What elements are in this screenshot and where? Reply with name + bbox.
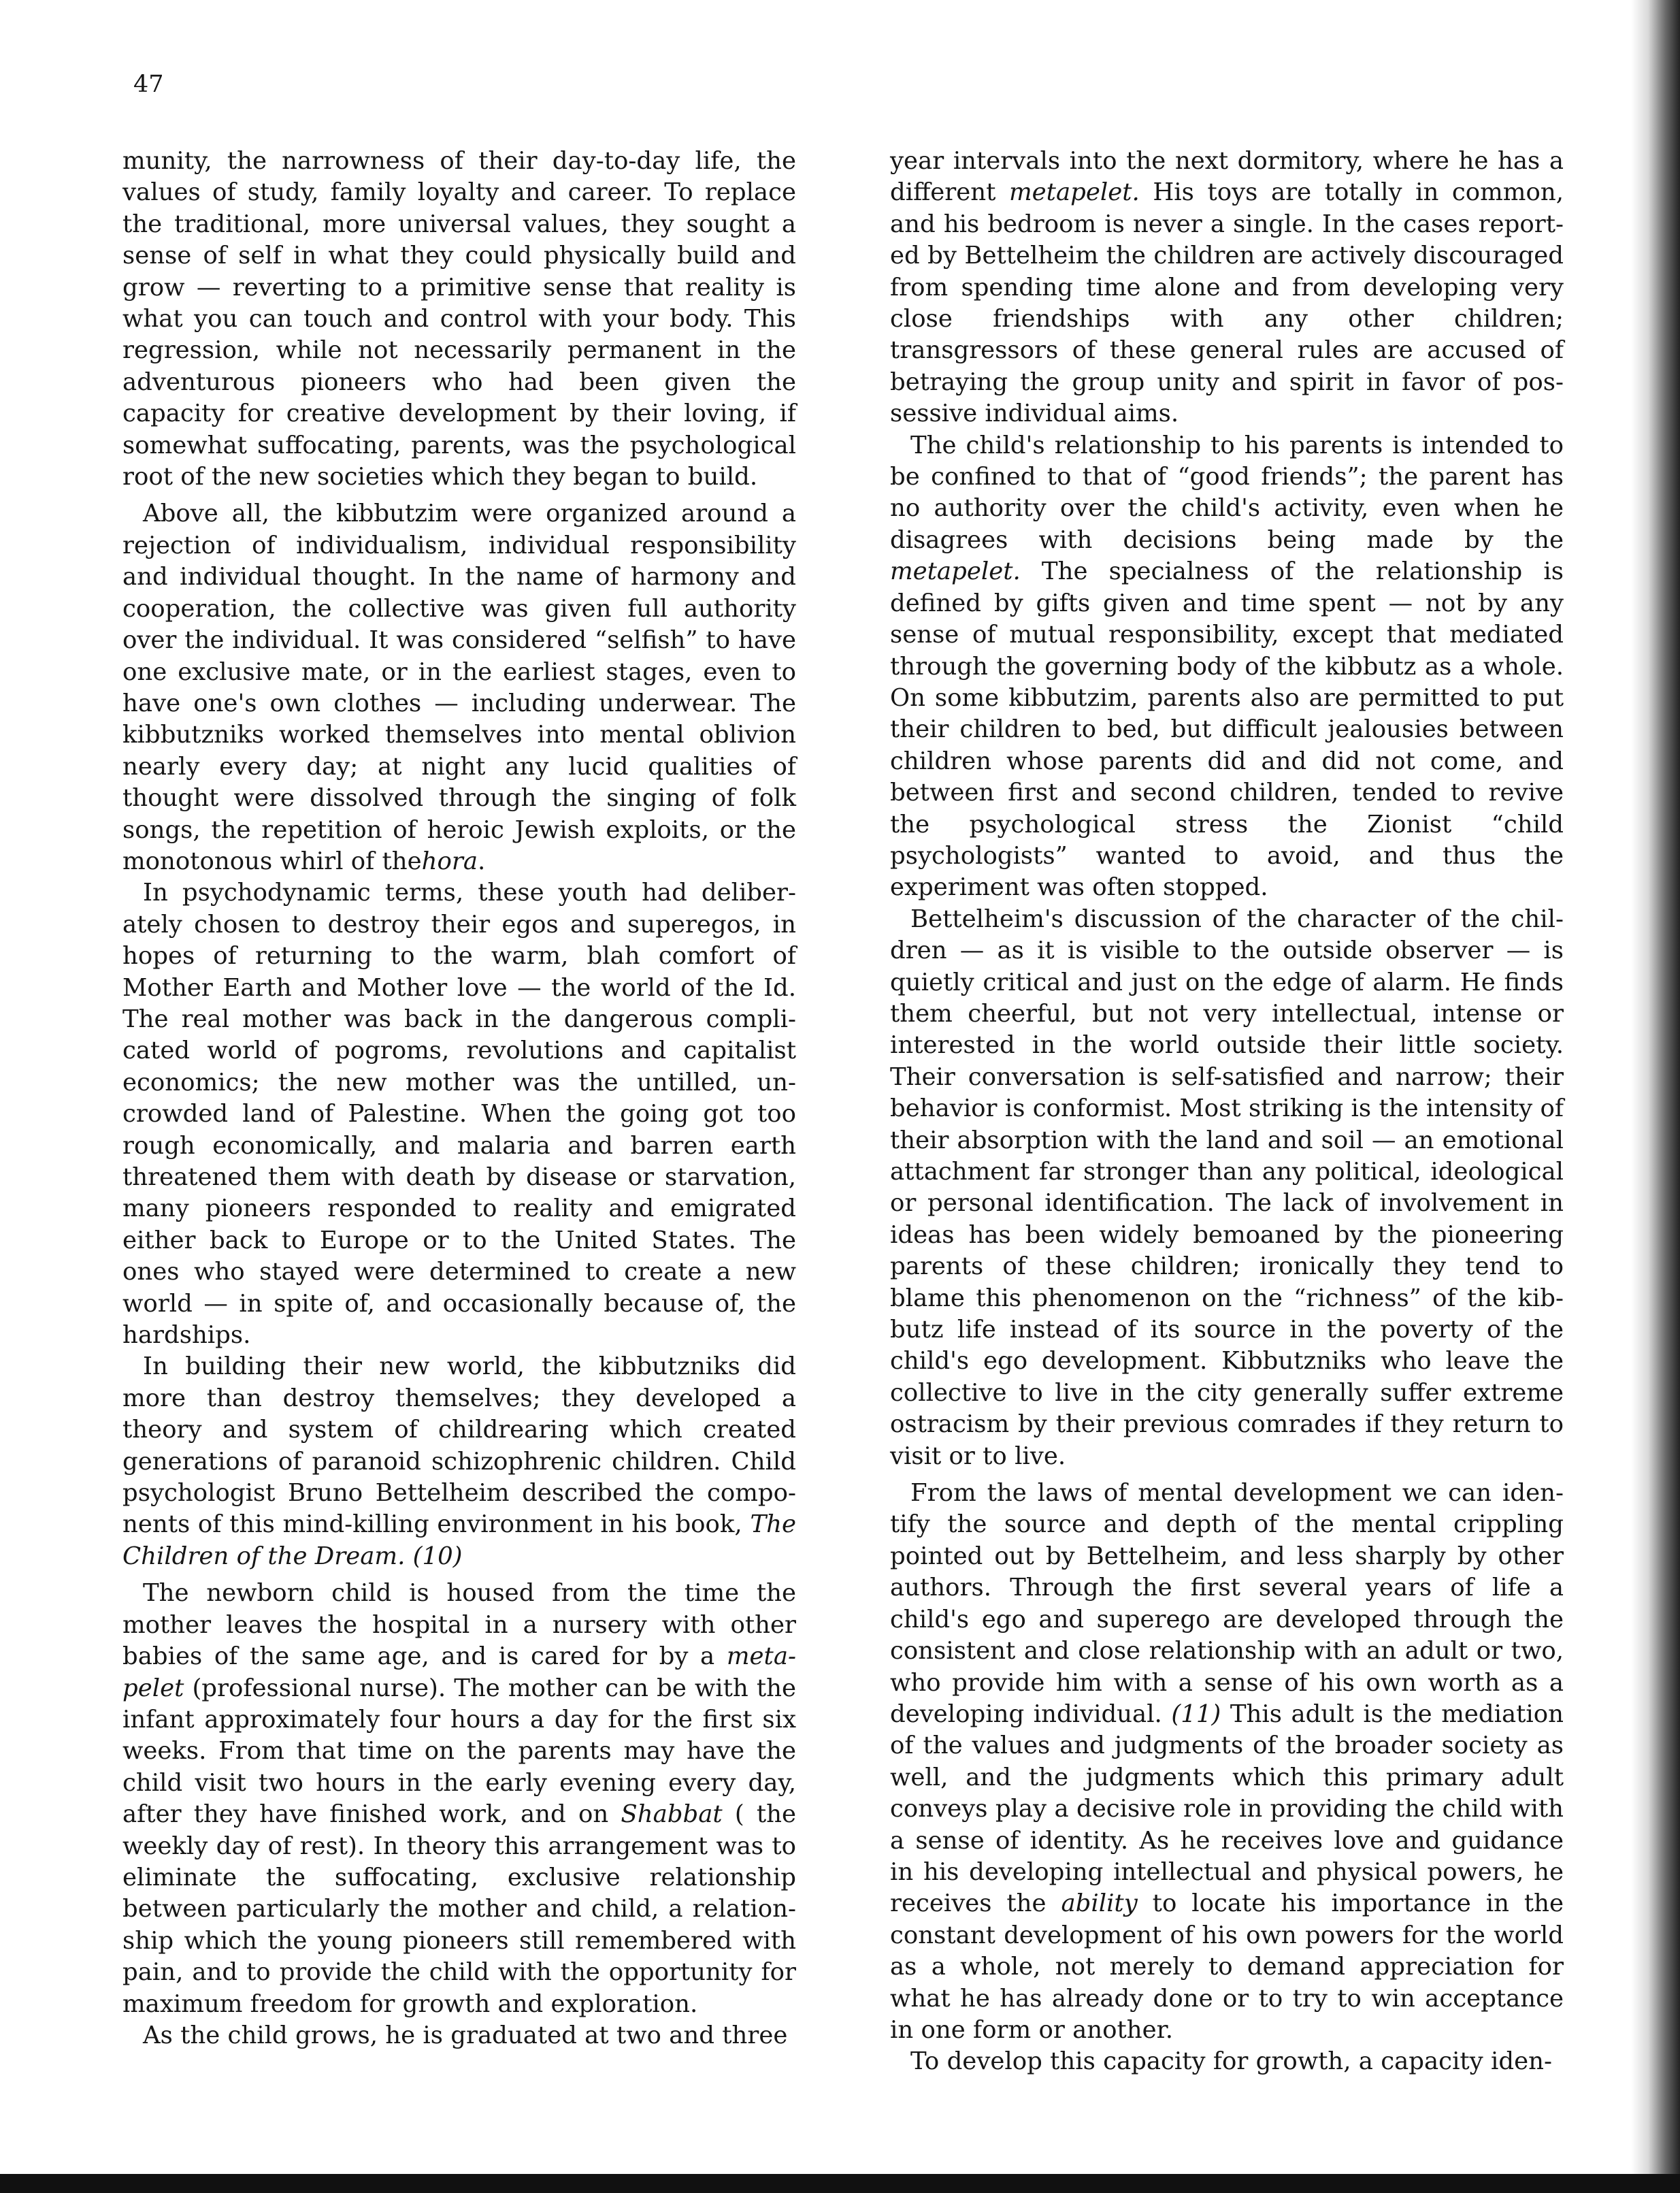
paragraph: munity, the narrowness of their day-to-day life, the values of study, family loyalty and career. To replace the traditional, more universal values, they sought a sense of self in what they could physically build and grow — reverting to a primitive sense that reality is what you can touch and control with your body. This regression, while not necessarily permanent in the adventurous pioneers who had been given the capacity for creative development by their loving, if somewhat suffocating, parents, was the psychological root of the new societies which they began to build. [122, 147, 796, 491]
paragraph: The newborn child is housed from the time the mother leaves the hospital in a nursery with other babies of the same age, and is cared for by a metapelet (professional nurse). The mother can be with the infant approximately four hours a day for the first six weeks. From that time on the parents may have the child visit two hours in the early evening every day, after they have finished work, and on Shabbat ( the weekly day of rest). In theory this arrangement was to eliminate the suffocating, exclusive relationship between particularly the mother and child, a relationship which the young pioneers still remembered with pain, and to provide the child with the opportunity for maximum freedom for growth and exploration. [122, 1579, 796, 2018]
right-column [890, 146, 1564, 2078]
paragraph: Bettelheim's discussion of the character of the children — as it is visible to the outside observer — is quietly critical and just on the edge of alarm. He finds them cheerful, but not very intellectual, intense or interested in the world outside their little society. Their conversation is self-satisfied and narrow; their behavior is conformist. Most striking is the intensity of their absorption with the land and soil — an emotional attachment far stronger than any political, ideological or personal identification. The lack of involvement in ideas has been widely bemoaned by the pioneering parents of these children; ironically they tend to blame this phenomenon on the “richness” of the kibbutz life instead of its source in the poverty of the child's ego development. Kibbutzniks who leave the collective to live in the city generally suffer extreme ostracism by their previous comrades if they return to visit or to live. [890, 905, 1564, 1470]
paragraph: year intervals into the next dormitory, where he has a different metapelet. His toys are totally in common, and his bedroom is never a single. In the cases reported by Bettelheim the children are actively discouraged from spending time alone and from developing very close friendships with any other children; transgressors of these general rules are accused of betraying the group unity and spirit in favor of possessive individual aims. [890, 147, 1564, 428]
paragraph: Above all, the kibbutzim were organized around a rejection of individualism, individual responsibility and individual thought. In the name of harmony and cooperation, the collective was given full authority over the individual. It was considered “selfish” to have one exclusive mate, or in the earliest stages, even to have one's own clothes — including underwear. The kibbutzniks worked themselves into mental oblivion nearly every day; at night any lucid qualities of thought were dissolved through the singing of folk songs, the repetition of heroic Jewish exploits, or the monotonous whirl of thehora. [122, 500, 796, 875]
paragraph: To develop this capacity for growth, a capacity iden- [910, 2047, 1552, 2076]
scan-edge-shadow [1631, 0, 1680, 2193]
paragraph: In building their new world, the kibbutzniks did more than destroy themselves; they developed a theory and system of childrearing which created generations of paranoid schizophrenic children. Child psychologist Bruno Bettelheim described the components of this mind-killing environment in his book, The Children of the Dream. (10) [122, 1352, 796, 1570]
page-number: 47 [133, 71, 164, 98]
left-column [122, 146, 796, 2051]
paragraph: From the laws of mental development we can identify the source and depth of the mental crippling pointed out by Bettelheim, and less sharply by other authors. Through the first several years of life a child's ego and superego are developed through the consistent and close relationship with an adult or two, who provide him with a sense of his own worth as a developing individual. (11) This adult is the mediation of the values and judgments of the broader society as well, and the judgments which this primary adult conveys play a decisive role in providing the child with a sense of identity. As he receives love and guidance in his developing intellectual and physical powers, he receives the ability to locate his importance in the constant development of his own powers for the world as a whole, not merely to demand appreciation for what he has already done or to try to win acceptance in one form or another. [890, 1479, 1564, 2044]
paragraph: In psychodynamic terms, these youth had deliberately chosen to destroy their egos and superegos, in hopes of returning to the warm, blah comfort of Mother Earth and Mother love — the world of the Id. The real mother was back in the dangerous complicated world of pogroms, revolutions and capitalist economics; the new mother was the untilled, uncrowded land of Palestine. When the going got too rough economically, and malaria and barren earth threatened them with death by disease or starvation, many pioneers responded to reality and emigrated either back to Europe or to the United States. The ones who stayed were determined to create a new world — in spite of, and occasionally because of, the hardships. [122, 879, 796, 1350]
paragraph: As the child grows, he is graduated at two and three [143, 2021, 788, 2049]
scan-bottom-border [0, 2174, 1680, 2193]
paragraph: The child's relationship to his parents is intended to be confined to that of “good friends”; the parent has no authority over the child's activity, even when he disagrees with decisions being made by the metapelet. The specialness of the relationship is defined by gifts given and time spent — not by any sense of mutual responsibility, except that mediated through the governing body of the kibbutz as a whole. On some kibbutzim, parents also are permitted to put their children to bed, but difficult jealousies between children whose parents did and did not come, and between first and second children, tended to revive the psychological stress the Zionist “child psychologists” wanted to avoid, and thus the experiment was often stopped. [890, 431, 1564, 902]
